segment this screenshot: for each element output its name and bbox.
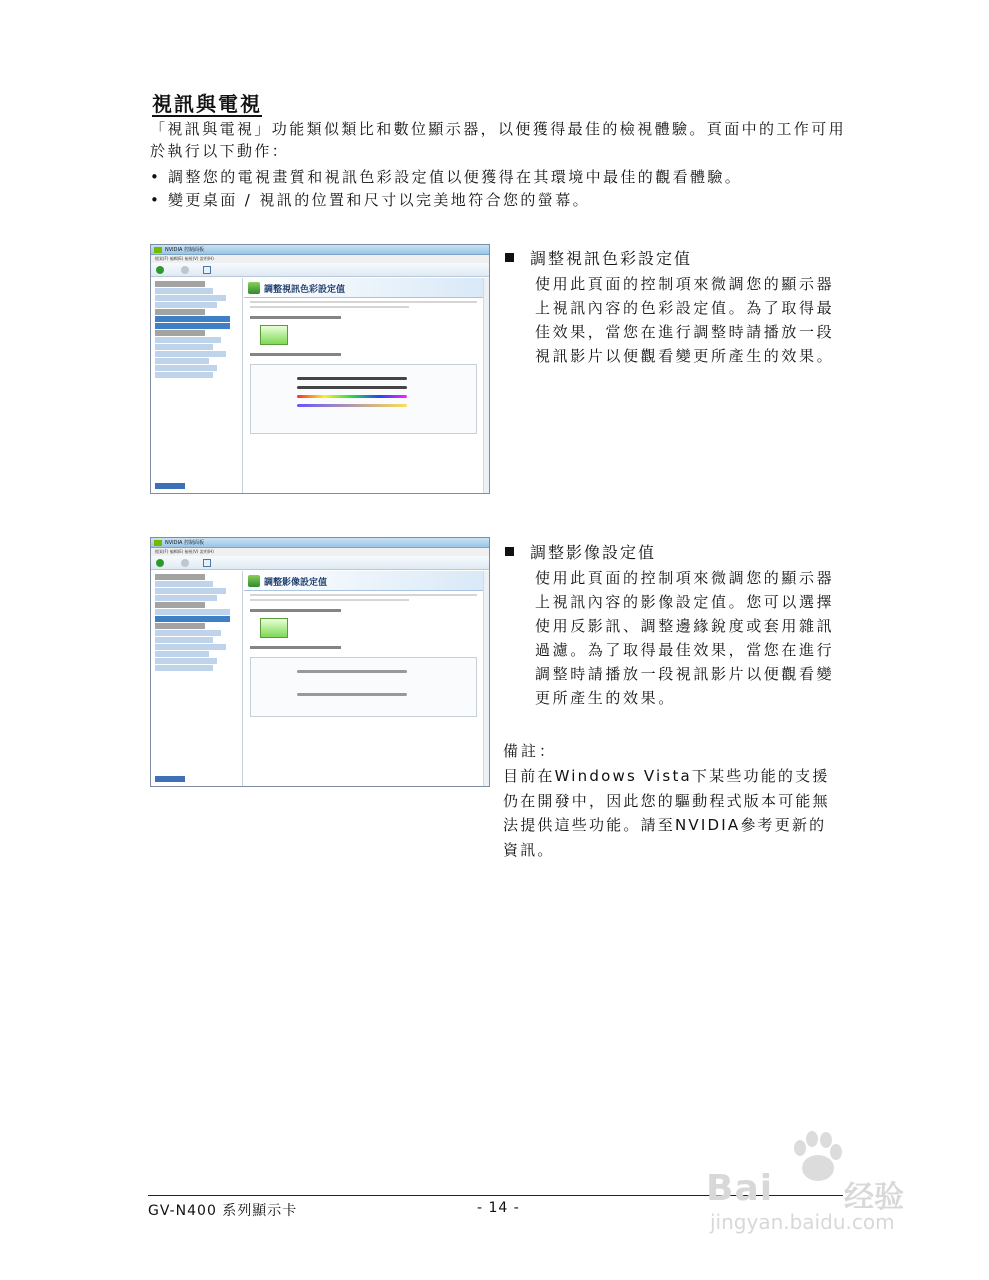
task-tree bbox=[151, 278, 243, 493]
bullet-text: 變更桌面 / 視訊的位置和尺寸以完美地符合您的螢幕。 bbox=[168, 191, 590, 209]
task-icon bbox=[248, 575, 260, 587]
section-title bbox=[505, 540, 656, 563]
back-icon bbox=[156, 266, 164, 274]
toolbar bbox=[151, 556, 489, 570]
section-paragraph: 使用此頁面的控制項來微調您的顯示器上視訊內容的色彩設定值。為了取得最佳效果，當您在進行調整時請播放一段視訊影片以便觀看變更所產生的效果。 bbox=[535, 275, 835, 365]
window-titlebar bbox=[151, 538, 489, 548]
color-settings-panel bbox=[250, 364, 477, 434]
intro-paragraph: 「視訊與電視」功能類似類比和數位顯示器，以便獲得最佳的檢視體驗。頁面中的工作可用於執行以下動作： bbox=[150, 120, 847, 160]
window-body bbox=[151, 278, 489, 493]
page-number: - 14 - bbox=[477, 1200, 520, 1216]
footer-product: GV-N400 系列顯示卡 bbox=[148, 1203, 298, 1219]
baidu-watermark bbox=[706, 1130, 936, 1240]
forward-icon bbox=[181, 559, 189, 567]
square-bullet-icon bbox=[505, 547, 514, 556]
window-title: NVIDIA 控制面板 bbox=[165, 540, 204, 546]
monitor-icon bbox=[260, 325, 288, 345]
system-info-link bbox=[155, 483, 185, 489]
nvidia-logo-icon bbox=[154, 540, 162, 546]
note-text: 目前在Windows Vista下某些功能的支援仍在開發中，因此您的驅動程式版本可能無法提供這些功能。請至NVIDIA參考更新的資訊。 bbox=[503, 767, 830, 859]
task-content bbox=[244, 278, 483, 493]
square-bullet-icon bbox=[505, 253, 514, 262]
watermark-brand: Bai bbox=[706, 1168, 774, 1209]
screenshot-video-color bbox=[150, 244, 490, 494]
note-label: 備註： bbox=[503, 742, 558, 760]
bullet-text: 調整您的電視畫質和視訊色彩設定值以便獲得在其環境中最佳的觀看體驗。 bbox=[168, 168, 743, 186]
task-icon bbox=[248, 282, 260, 294]
menu-bar: 檔案(F) 編輯(E) 檢視(V) 說明(H) bbox=[151, 255, 489, 263]
paw-icon bbox=[786, 1130, 846, 1190]
watermark-url: jingyan.baidu.com bbox=[710, 1210, 895, 1234]
toolbar bbox=[151, 263, 489, 277]
system-info-link bbox=[155, 776, 185, 782]
scrollbar bbox=[483, 278, 489, 493]
view-tasks-icon bbox=[203, 559, 211, 567]
section-paragraph: 使用此頁面的控制項來微調您的顯示器上視訊內容的影像設定值。您可以選擇使用反影訊、調整邊緣銳度或套用雜訊過濾。為了取得最佳效果，當您在進行調整時請播放一段視訊影片以便觀看變更所產生的效果。 bbox=[535, 569, 835, 707]
task-title: 調整影像設定值 bbox=[264, 578, 328, 588]
view-tasks-icon bbox=[203, 266, 211, 274]
window-title: NVIDIA 控制面板 bbox=[165, 247, 204, 253]
forward-icon bbox=[181, 266, 189, 274]
bullet-dot-icon: • bbox=[150, 168, 162, 186]
monitor-icon bbox=[260, 618, 288, 638]
section-title bbox=[505, 246, 692, 269]
section-heading: 視訊與電視 bbox=[152, 92, 262, 116]
section-title-text: 調整影像設定值 bbox=[530, 543, 657, 562]
task-title: 調整視訊色彩設定值 bbox=[264, 285, 346, 295]
nvidia-logo-icon bbox=[154, 247, 162, 253]
task-banner bbox=[244, 571, 483, 591]
bullet-item bbox=[150, 166, 742, 187]
window-body bbox=[151, 571, 489, 786]
bullet-item bbox=[150, 189, 590, 210]
menu-bar: 檔案(F) 編輯(E) 檢視(V) 說明(H) bbox=[151, 548, 489, 556]
watermark-brand-cn: 经验 bbox=[844, 1180, 904, 1215]
back-icon bbox=[156, 559, 164, 567]
section-title-text: 調整視訊色彩設定值 bbox=[530, 249, 693, 268]
task-banner bbox=[244, 278, 483, 298]
task-tree bbox=[151, 571, 243, 786]
image-settings-panel bbox=[250, 657, 477, 717]
task-content bbox=[244, 571, 483, 786]
screenshot-image-settings bbox=[150, 537, 490, 787]
bullet-dot-icon: • bbox=[150, 191, 162, 209]
scrollbar bbox=[483, 571, 489, 786]
window-titlebar bbox=[151, 245, 489, 255]
